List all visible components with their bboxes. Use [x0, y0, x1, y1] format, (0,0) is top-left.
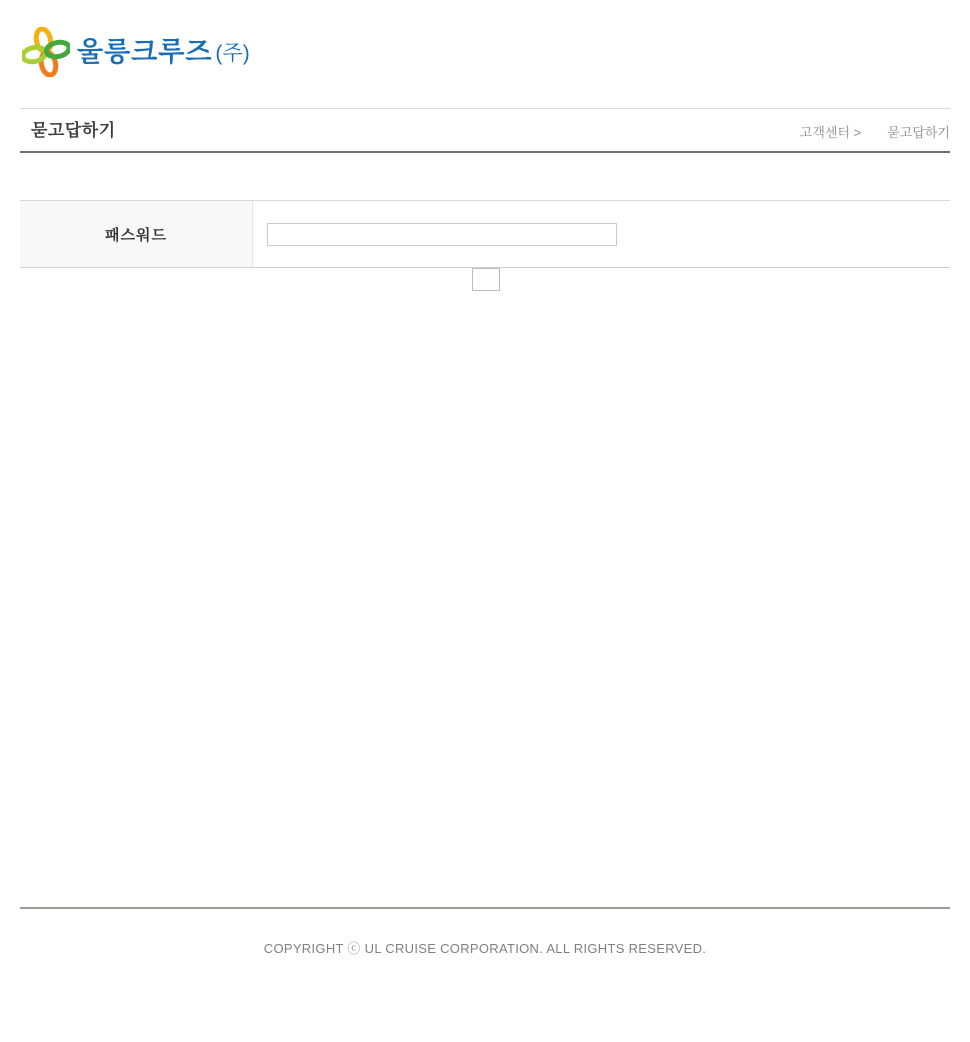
title-divider [20, 151, 950, 153]
footer-copyright: COPYRIGHT ⓒ UL CRUISE CORPORATION. ALL RIGHTS RESERVED. [263, 941, 707, 956]
confirm-button[interactable] [472, 268, 500, 291]
flower-pinwheel-icon [22, 27, 70, 77]
password-label-cell [20, 201, 253, 267]
breadcrumb-parent[interactable]: 고객센터 > [799, 125, 862, 140]
breadcrumb [800, 122, 950, 141]
breadcrumb-current[interactable]: 묻고답하기 [887, 125, 950, 140]
password-input-cell [253, 201, 950, 267]
brand-name: 울릉크루즈 [77, 36, 213, 67]
brand-logo[interactable] [22, 27, 250, 77]
brand-name-suffix: (주) [215, 42, 250, 65]
password-label: 패스워드 [105, 226, 167, 244]
password-input[interactable] [267, 223, 617, 246]
footer-divider [20, 907, 950, 909]
page-title: 묻고답하기 [31, 121, 116, 140]
password-table [20, 200, 950, 268]
header-divider [20, 108, 950, 109]
